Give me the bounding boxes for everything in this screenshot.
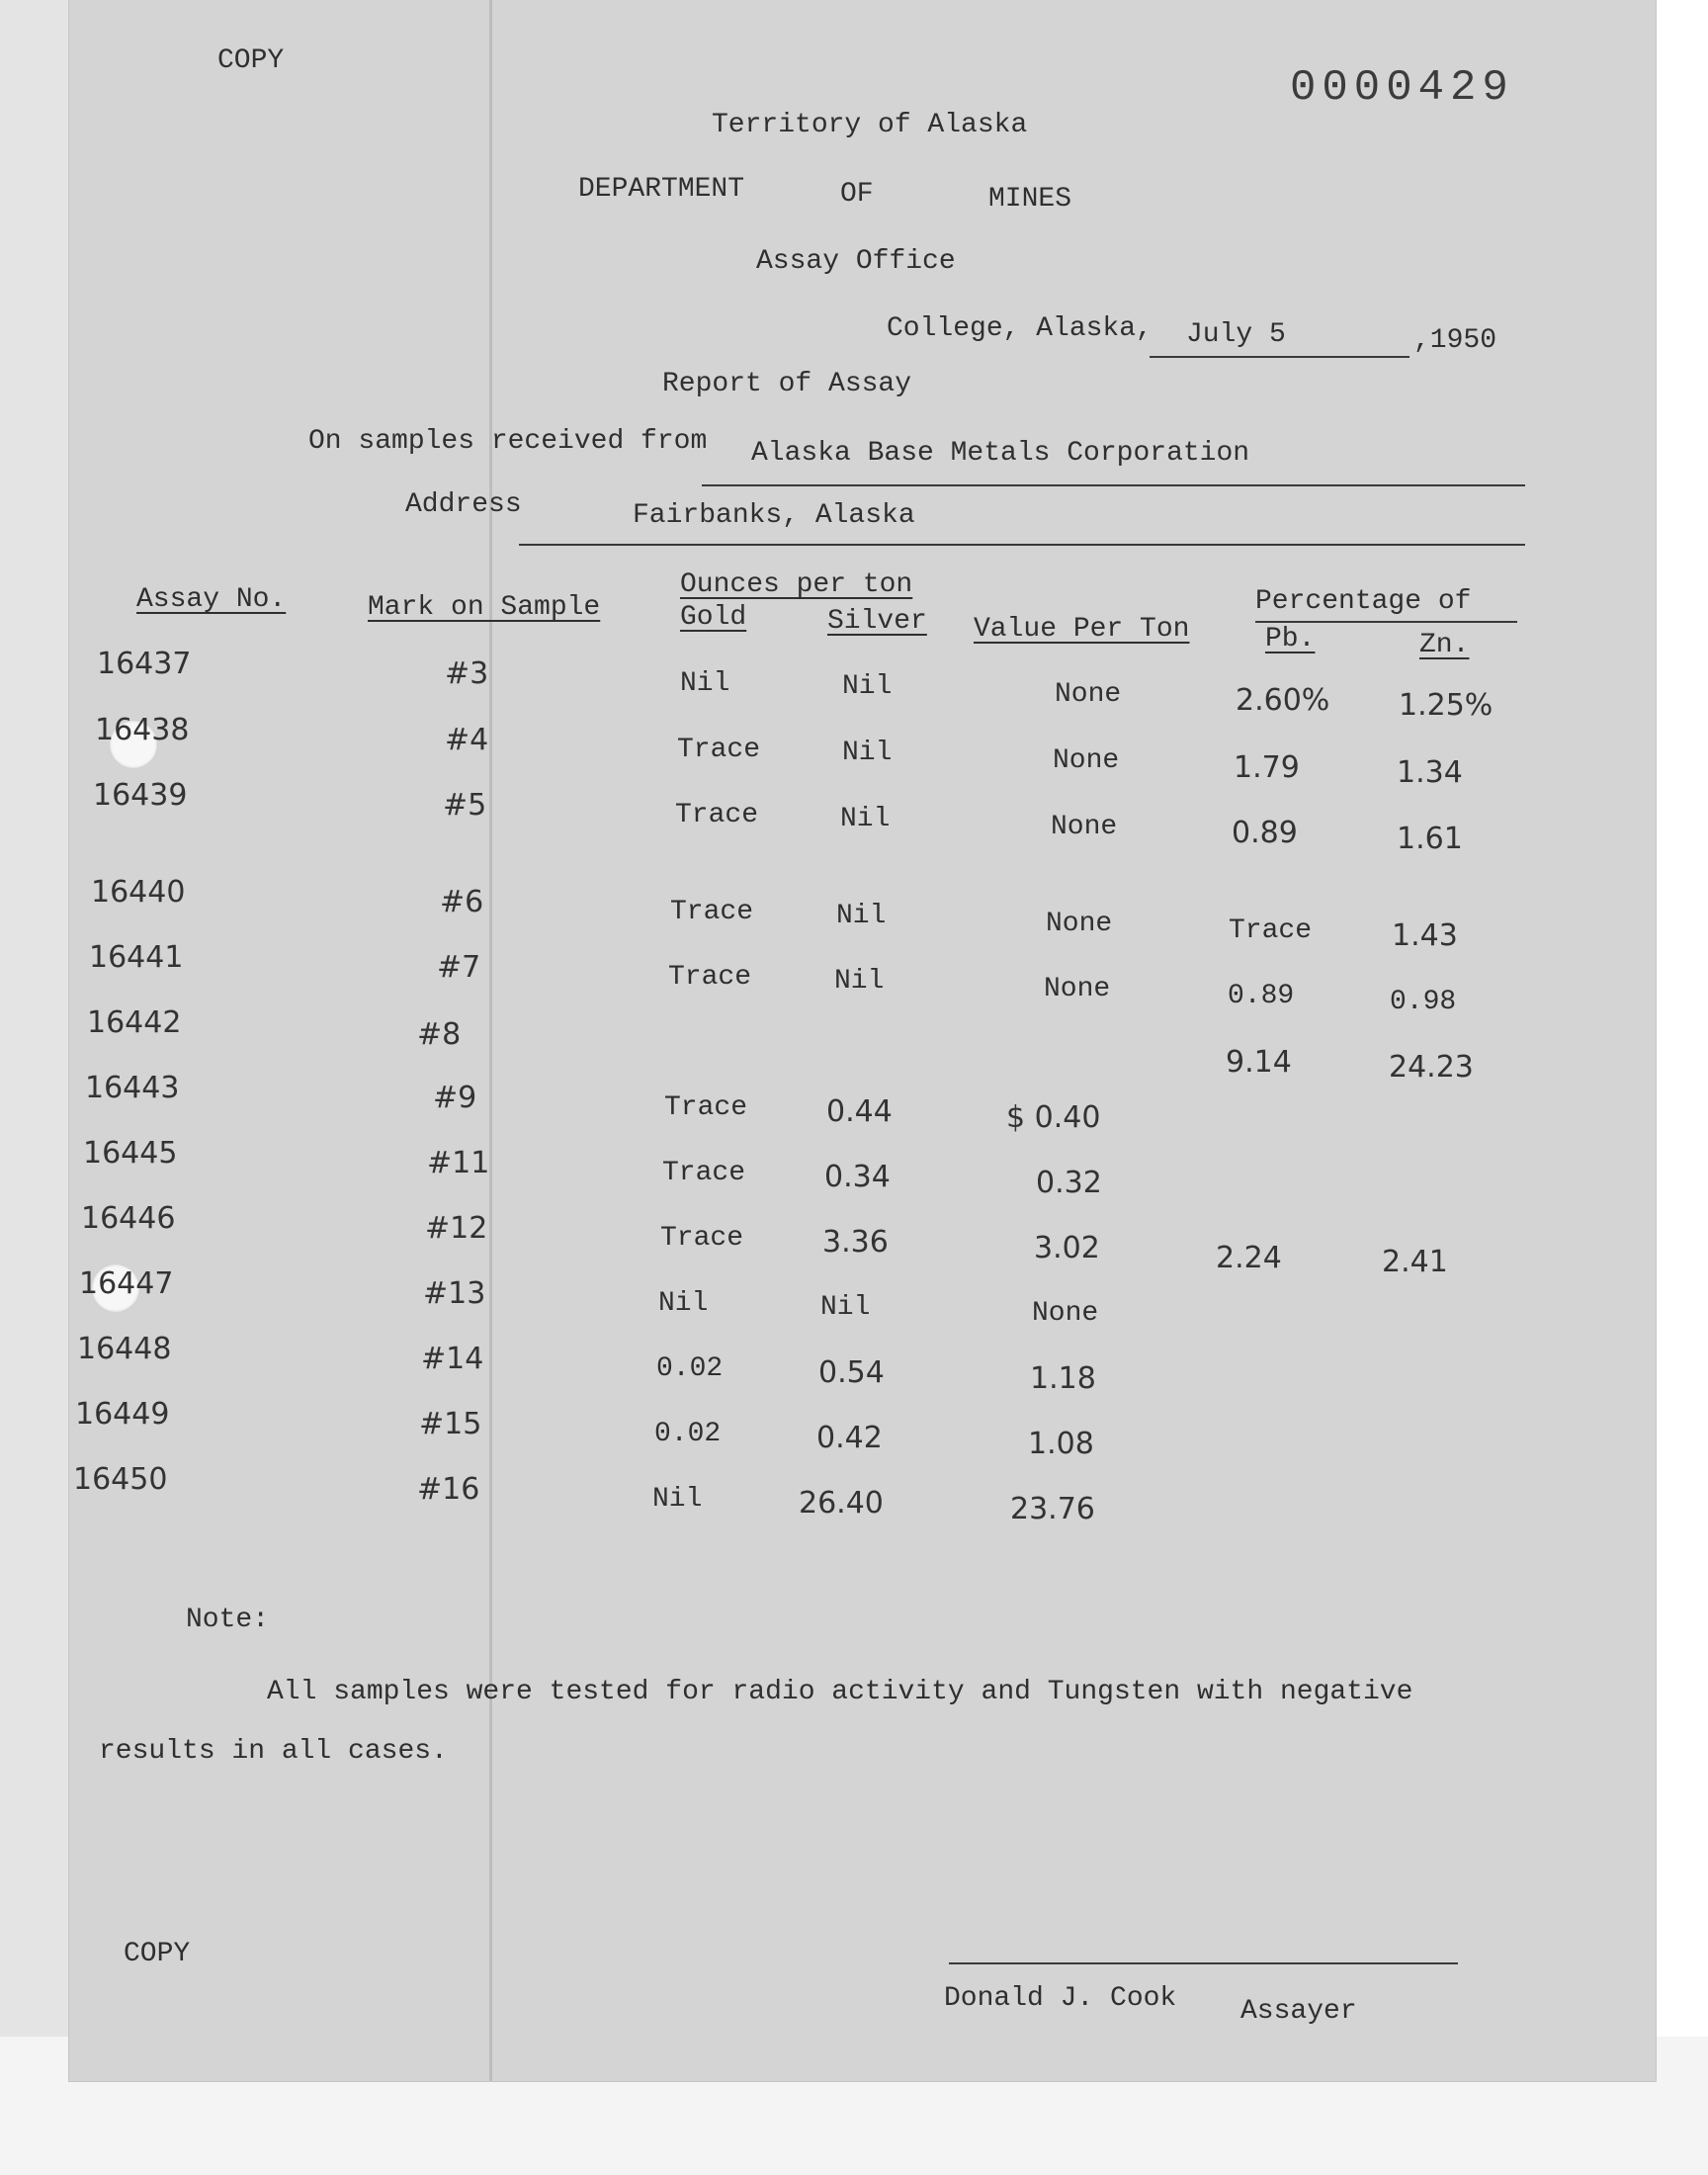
silver-value: 0.44 — [826, 1094, 893, 1129]
sample-mark: #5 — [443, 788, 487, 823]
signature-line — [949, 1962, 1458, 1964]
silver-value: Nil — [842, 671, 893, 702]
value-per-ton: None — [1051, 812, 1118, 842]
department-word: DEPARTMENT — [578, 174, 745, 205]
gold-value: Trace — [677, 735, 761, 765]
report-year: ,1950 — [1413, 325, 1497, 356]
gold-value: Trace — [670, 897, 754, 927]
pb-percent: 2.24 — [1216, 1241, 1282, 1275]
silver-value: 26.40 — [799, 1486, 884, 1521]
sample-mark: #11 — [427, 1146, 490, 1180]
pb-percent: 0.89 — [1232, 816, 1298, 850]
scan-margin-left — [0, 0, 69, 2175]
place: College, Alaska, — [887, 313, 1153, 344]
assay-number: 16437 — [97, 647, 192, 681]
gold-value: Trace — [668, 962, 752, 993]
sample-mark: #6 — [440, 885, 484, 919]
pb-percent: Trace — [1229, 915, 1313, 946]
assay-number: 16442 — [87, 1005, 182, 1040]
value-per-ton: None — [1053, 745, 1120, 776]
silver-value: 0.54 — [818, 1355, 885, 1390]
value-per-ton: $ 0.40 — [1006, 1100, 1101, 1135]
sample-mark: #12 — [425, 1211, 488, 1246]
fold-line — [489, 0, 492, 2081]
col-assay-no: Assay No. — [136, 584, 287, 615]
date-underline — [1150, 356, 1409, 358]
gold-value: 0.02 — [654, 1419, 722, 1449]
col-silver: Silver — [827, 606, 927, 637]
copy-stamp-bottom: COPY — [124, 1939, 191, 1969]
silver-value: 3.36 — [822, 1225, 889, 1260]
of-word: OF — [840, 179, 874, 210]
silver-value: 0.34 — [824, 1160, 891, 1194]
gold-value: Trace — [675, 800, 759, 830]
silver-value: Nil — [840, 804, 891, 834]
assay-number: 16439 — [93, 778, 188, 813]
sample-mark: #8 — [417, 1017, 462, 1052]
pb-percent: 1.79 — [1234, 750, 1300, 785]
report-title: Report of Assay — [662, 369, 912, 399]
assay-number: 16441 — [89, 940, 184, 975]
col-value-per-ton: Value Per Ton — [974, 614, 1190, 645]
note-line-2: results in all cases. — [99, 1736, 448, 1767]
value-per-ton: None — [1044, 974, 1111, 1004]
col-pb: Pb. — [1265, 624, 1316, 654]
report-date: July 5 — [1186, 319, 1286, 350]
silver-value: Nil — [834, 966, 885, 997]
assay-number: 16449 — [75, 1397, 170, 1432]
pb-percent: 9.14 — [1226, 1045, 1292, 1080]
received-from: Alaska Base Metals Corporation — [751, 438, 1250, 469]
value-per-ton: 1.08 — [1028, 1427, 1094, 1461]
address: Fairbanks, Alaska — [633, 500, 915, 531]
silver-value: Nil — [820, 1292, 871, 1323]
gold-value: Trace — [662, 1158, 746, 1188]
zn-percent: 1.34 — [1397, 755, 1463, 790]
signer-name: Donald J. Cook — [944, 1983, 1177, 2014]
document-number: 0000429 — [1290, 63, 1514, 113]
assay-number: 16446 — [81, 1201, 176, 1236]
sample-mark: #4 — [445, 723, 489, 757]
sample-mark: #14 — [421, 1342, 484, 1376]
sample-mark: #15 — [419, 1407, 482, 1441]
col-percentage-of: Percentage of — [1255, 586, 1472, 617]
pb-percent: 2.60% — [1236, 683, 1330, 718]
col-ounces-per-ton: Ounces per ton — [680, 569, 913, 600]
sample-mark: #3 — [445, 656, 489, 691]
gold-value: Trace — [664, 1092, 748, 1123]
silver-value: Nil — [836, 901, 887, 931]
assay-number: 16440 — [91, 875, 186, 910]
col-zn: Zn. — [1419, 630, 1470, 660]
sample-mark: #9 — [433, 1081, 477, 1115]
zn-percent: 1.25% — [1399, 688, 1494, 723]
zn-percent: 2.41 — [1382, 1245, 1448, 1279]
assay-office: Assay Office — [756, 246, 956, 277]
sample-mark: #16 — [417, 1472, 480, 1507]
zn-percent: 1.43 — [1392, 918, 1458, 953]
assay-number: 16450 — [73, 1462, 168, 1497]
received-underline — [702, 484, 1525, 486]
copy-stamp-top: COPY — [217, 45, 285, 76]
territory-line: Territory of Alaska — [712, 110, 1028, 140]
zn-percent: 1.61 — [1397, 822, 1463, 856]
value-per-ton: None — [1032, 1298, 1099, 1329]
gold-value: 0.02 — [656, 1353, 724, 1384]
gold-value: Trace — [660, 1223, 744, 1254]
value-per-ton: 23.76 — [1010, 1492, 1095, 1526]
address-label: Address — [405, 489, 522, 520]
sample-mark: #13 — [423, 1276, 486, 1311]
assay-number: 16447 — [79, 1266, 174, 1301]
value-per-ton: 3.02 — [1034, 1231, 1100, 1265]
received-label: On samples received from — [308, 426, 708, 457]
note-label: Note: — [186, 1605, 270, 1635]
pb-percent: 0.89 — [1228, 981, 1295, 1011]
note-line-1: All samples were tested for radio activity and Tungsten with negative — [267, 1677, 1413, 1707]
mines-word: MINES — [988, 184, 1072, 215]
assay-report-sheet — [69, 0, 1656, 2081]
silver-value: 0.42 — [816, 1421, 883, 1455]
value-per-ton: 0.32 — [1036, 1166, 1102, 1200]
gold-value: Nil — [658, 1288, 709, 1319]
zn-percent: 0.98 — [1390, 987, 1457, 1017]
silver-value: Nil — [842, 738, 893, 768]
address-underline — [519, 544, 1525, 546]
zn-percent: 24.23 — [1389, 1050, 1474, 1085]
value-per-ton: None — [1046, 909, 1113, 939]
col-gold: Gold — [680, 602, 747, 633]
signer-title: Assayer — [1240, 1996, 1357, 2027]
col-mark-on-sample: Mark on Sample — [368, 592, 601, 623]
value-per-ton: None — [1055, 679, 1122, 710]
sample-mark: #7 — [437, 950, 481, 985]
assay-number: 16438 — [95, 713, 190, 747]
assay-number: 16448 — [77, 1332, 172, 1366]
assay-number: 16443 — [85, 1071, 180, 1105]
assay-number: 16445 — [83, 1136, 178, 1171]
gold-value: Nil — [680, 668, 730, 699]
value-per-ton: 1.18 — [1030, 1361, 1096, 1396]
gold-value: Nil — [652, 1484, 703, 1515]
